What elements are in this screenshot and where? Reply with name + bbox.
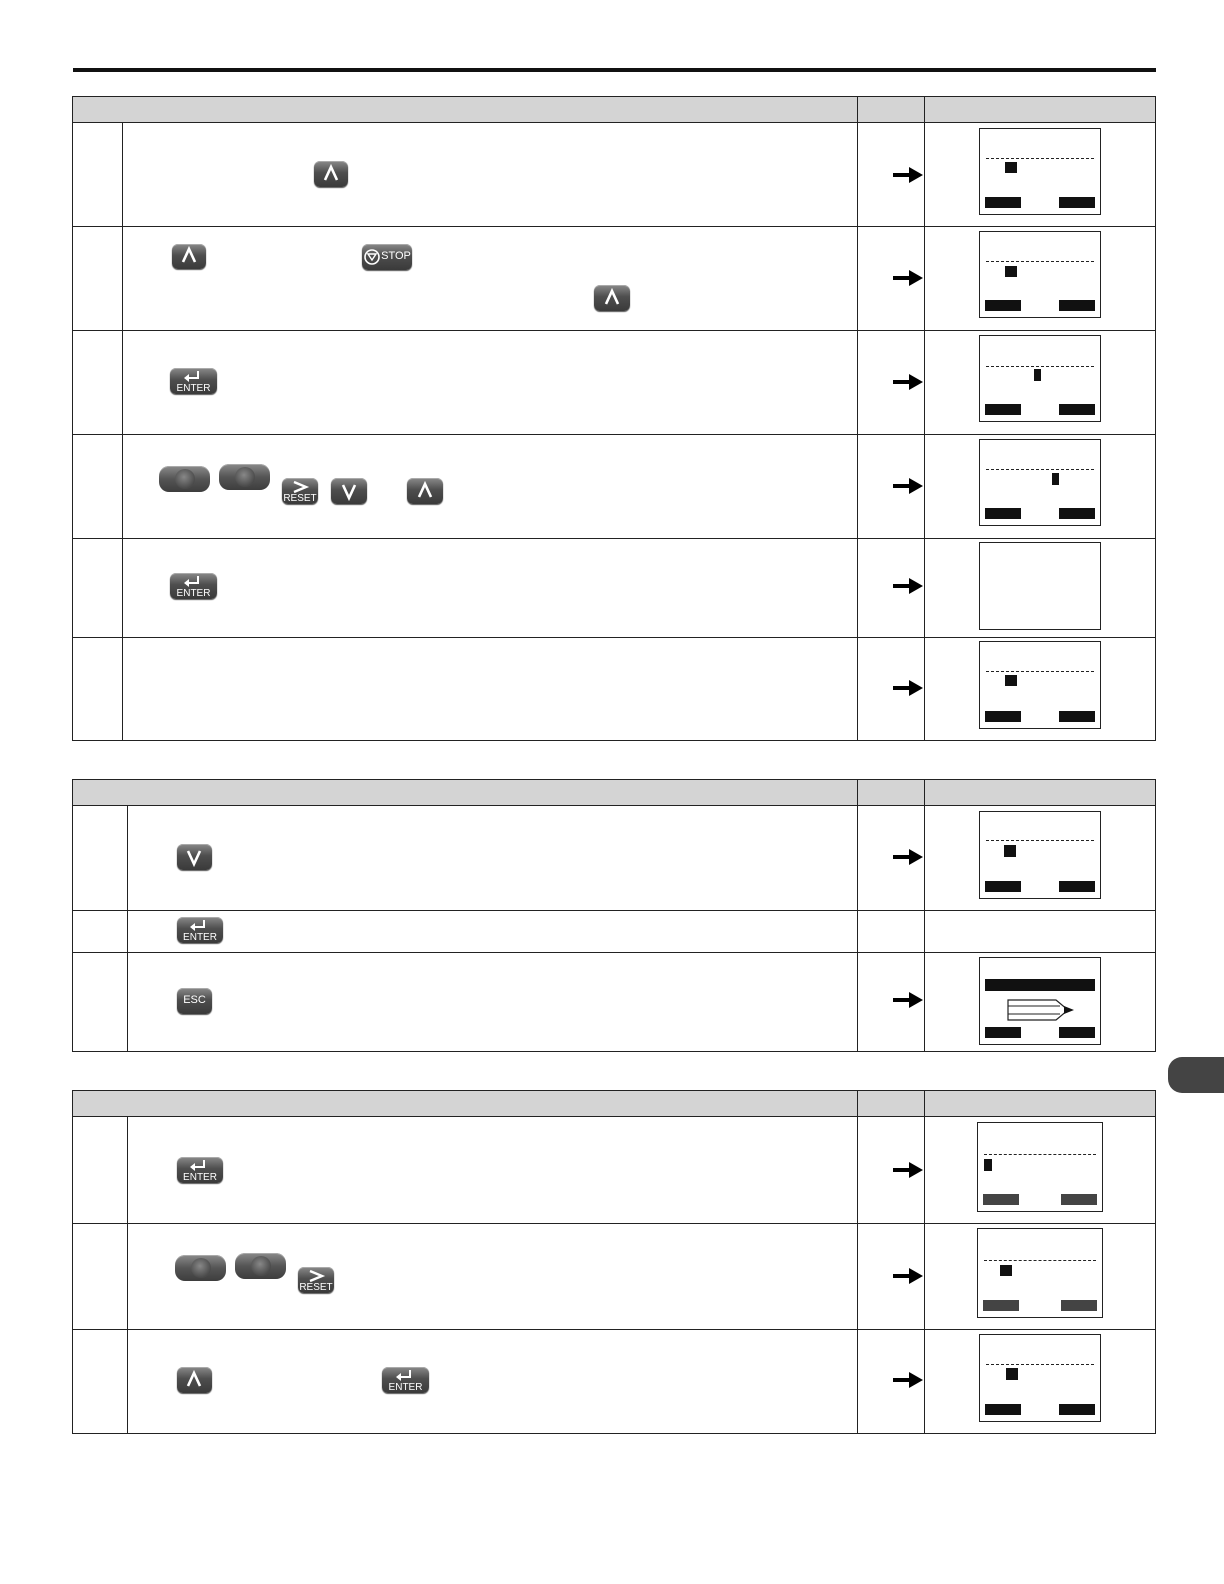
enter-key-label: ENTER [176, 588, 211, 599]
up-key[interactable] [407, 478, 443, 504]
lcd-screen [979, 811, 1101, 899]
table-header [73, 780, 1155, 806]
table-row [73, 638, 1155, 741]
stop-key-label: STOP [381, 250, 411, 262]
up-arrow-icon [407, 478, 443, 504]
right-arrow-icon [891, 1370, 925, 1390]
up-key[interactable] [172, 244, 206, 269]
down-arrow-icon [177, 844, 212, 870]
table-row [73, 1118, 1155, 1223]
unlabeled-key[interactable] [235, 1253, 286, 1279]
esc-key-label: ESC [183, 994, 206, 1006]
down-key[interactable] [177, 844, 212, 870]
enter-key-label: ENTER [388, 1382, 423, 1393]
right-arrow-icon [891, 372, 925, 392]
enter-key[interactable] [382, 1367, 429, 1393]
lcd-screen [979, 1334, 1101, 1422]
unlabeled-key[interactable] [219, 464, 270, 490]
right-arrow-icon [891, 268, 925, 288]
reset-key-label: RESET [299, 1282, 333, 1293]
table-row [73, 539, 1155, 637]
lcd-screen [979, 335, 1101, 422]
right-arrow-icon [891, 990, 925, 1010]
right-arrow-icon [891, 1160, 925, 1180]
reset-key[interactable] [282, 478, 318, 504]
enter-key[interactable] [177, 917, 223, 943]
table-header [73, 97, 1155, 123]
procedure-table-2 [72, 779, 1156, 1052]
enter-key-label: ENTER [183, 932, 217, 943]
right-arrow-icon [891, 476, 925, 496]
table-row [73, 1224, 1155, 1329]
table-row [73, 435, 1155, 538]
table-row [73, 227, 1155, 330]
right-arrow-icon [891, 678, 925, 698]
stop-key[interactable] [362, 244, 412, 270]
table-row [73, 331, 1155, 434]
enter-key[interactable] [177, 1157, 223, 1183]
enter-key[interactable] [170, 573, 217, 599]
down-key[interactable] [331, 478, 367, 504]
lcd-screen [979, 542, 1101, 630]
lcd-screen [977, 1122, 1103, 1212]
up-key[interactable] [594, 285, 630, 311]
unlabeled-key[interactable] [159, 466, 210, 492]
table-row [73, 1330, 1155, 1434]
right-arrow-icon [891, 576, 925, 596]
lcd-screen [979, 957, 1101, 1045]
lcd-screen [979, 439, 1101, 526]
enter-key[interactable] [170, 368, 217, 394]
up-key[interactable] [177, 1367, 212, 1393]
reset-key-label: RESET [283, 493, 317, 504]
up-arrow-icon [314, 161, 348, 187]
table-row [73, 807, 1155, 910]
up-arrow-icon [177, 1367, 212, 1393]
down-arrow-icon [331, 478, 367, 504]
procedure-table-3 [72, 1090, 1156, 1434]
enter-key-label: ENTER [176, 383, 211, 394]
lcd-screen [979, 128, 1101, 215]
lcd-screen [979, 641, 1101, 729]
table-row [73, 953, 1155, 1052]
up-arrow-icon [594, 285, 630, 311]
pencil-icon [1006, 996, 1078, 1024]
up-arrow-icon [172, 244, 206, 269]
up-key[interactable] [314, 161, 348, 187]
esc-key[interactable] [177, 988, 212, 1014]
reset-key[interactable] [298, 1267, 334, 1293]
page-top-rule [73, 68, 1156, 72]
table-row [73, 124, 1155, 226]
right-arrow-icon [891, 847, 925, 867]
enter-key-label: ENTER [183, 1172, 217, 1183]
table-header [73, 1091, 1155, 1117]
lcd-screen [979, 231, 1101, 318]
lcd-screen [977, 1228, 1103, 1318]
table-row [73, 911, 1155, 952]
right-arrow-icon [891, 165, 925, 185]
procedure-table-1 [72, 96, 1156, 741]
chapter-tab [1168, 1057, 1224, 1093]
unlabeled-key[interactable] [175, 1255, 226, 1281]
right-arrow-icon [891, 1266, 925, 1286]
